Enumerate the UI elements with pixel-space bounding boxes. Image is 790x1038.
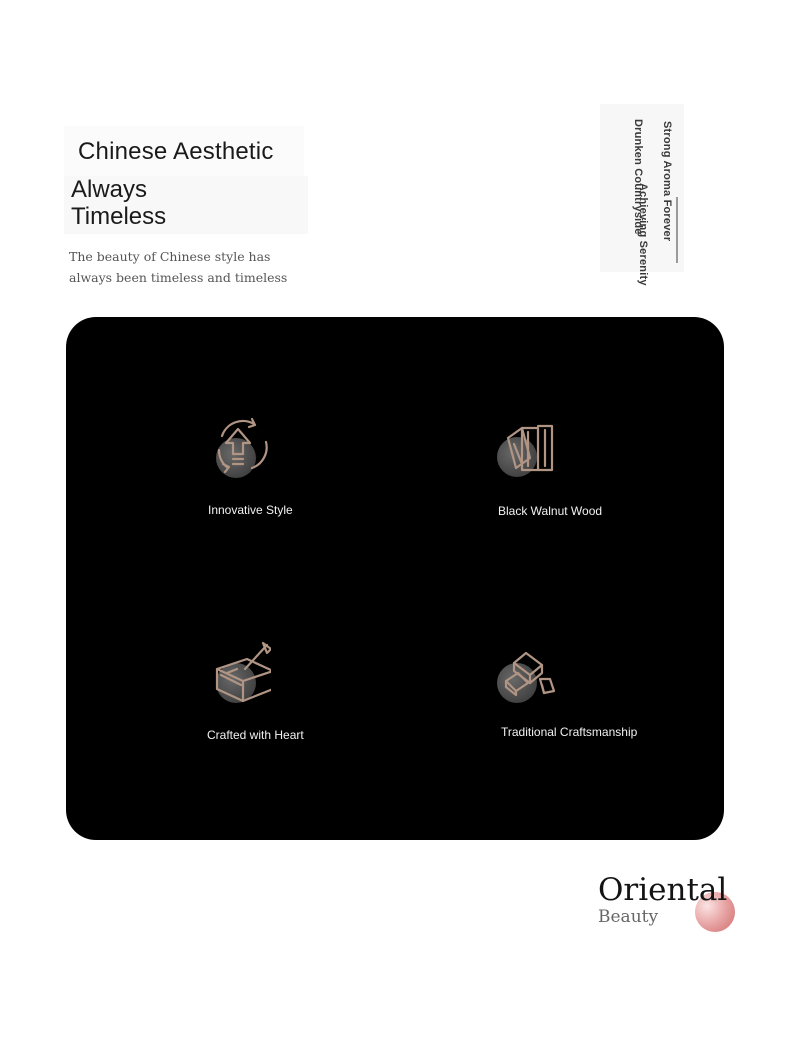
features-panel [66,317,724,840]
stacked-blocks-icon [498,639,562,703]
recycle-arrow-icon [208,414,272,478]
subheading-line-2: Timeless [71,203,167,230]
vertical-text-1: Strong Aroma Forever [661,121,673,242]
vertical-text-2: Drunken Countryside [632,119,644,235]
description-line-2: always been timeless and timeless [69,270,288,285]
page-title: Chinese Aesthetic [78,138,274,165]
wood-planks-icon [498,414,562,478]
feature-label-traditional-craftsmanship: Traditional Craftsmanship [501,725,638,739]
feature-label-crafted-with-heart: Crafted with Heart [207,728,304,742]
carving-tool-icon [207,639,271,703]
vertical-divider [676,197,678,263]
feature-label-innovative-style: Innovative Style [208,503,293,517]
vertical-text-3: Achieving Serenity [637,183,649,286]
page-description [69,246,309,288]
subheading-line-1: Always [71,176,148,203]
brand-subtitle: Beauty [598,907,659,927]
page-subheading [71,176,166,230]
description-line-1: The beauty of Chinese style has [69,249,271,264]
brand-title: Oriental [598,872,728,908]
feature-label-black-walnut-wood: Black Walnut Wood [498,504,603,518]
